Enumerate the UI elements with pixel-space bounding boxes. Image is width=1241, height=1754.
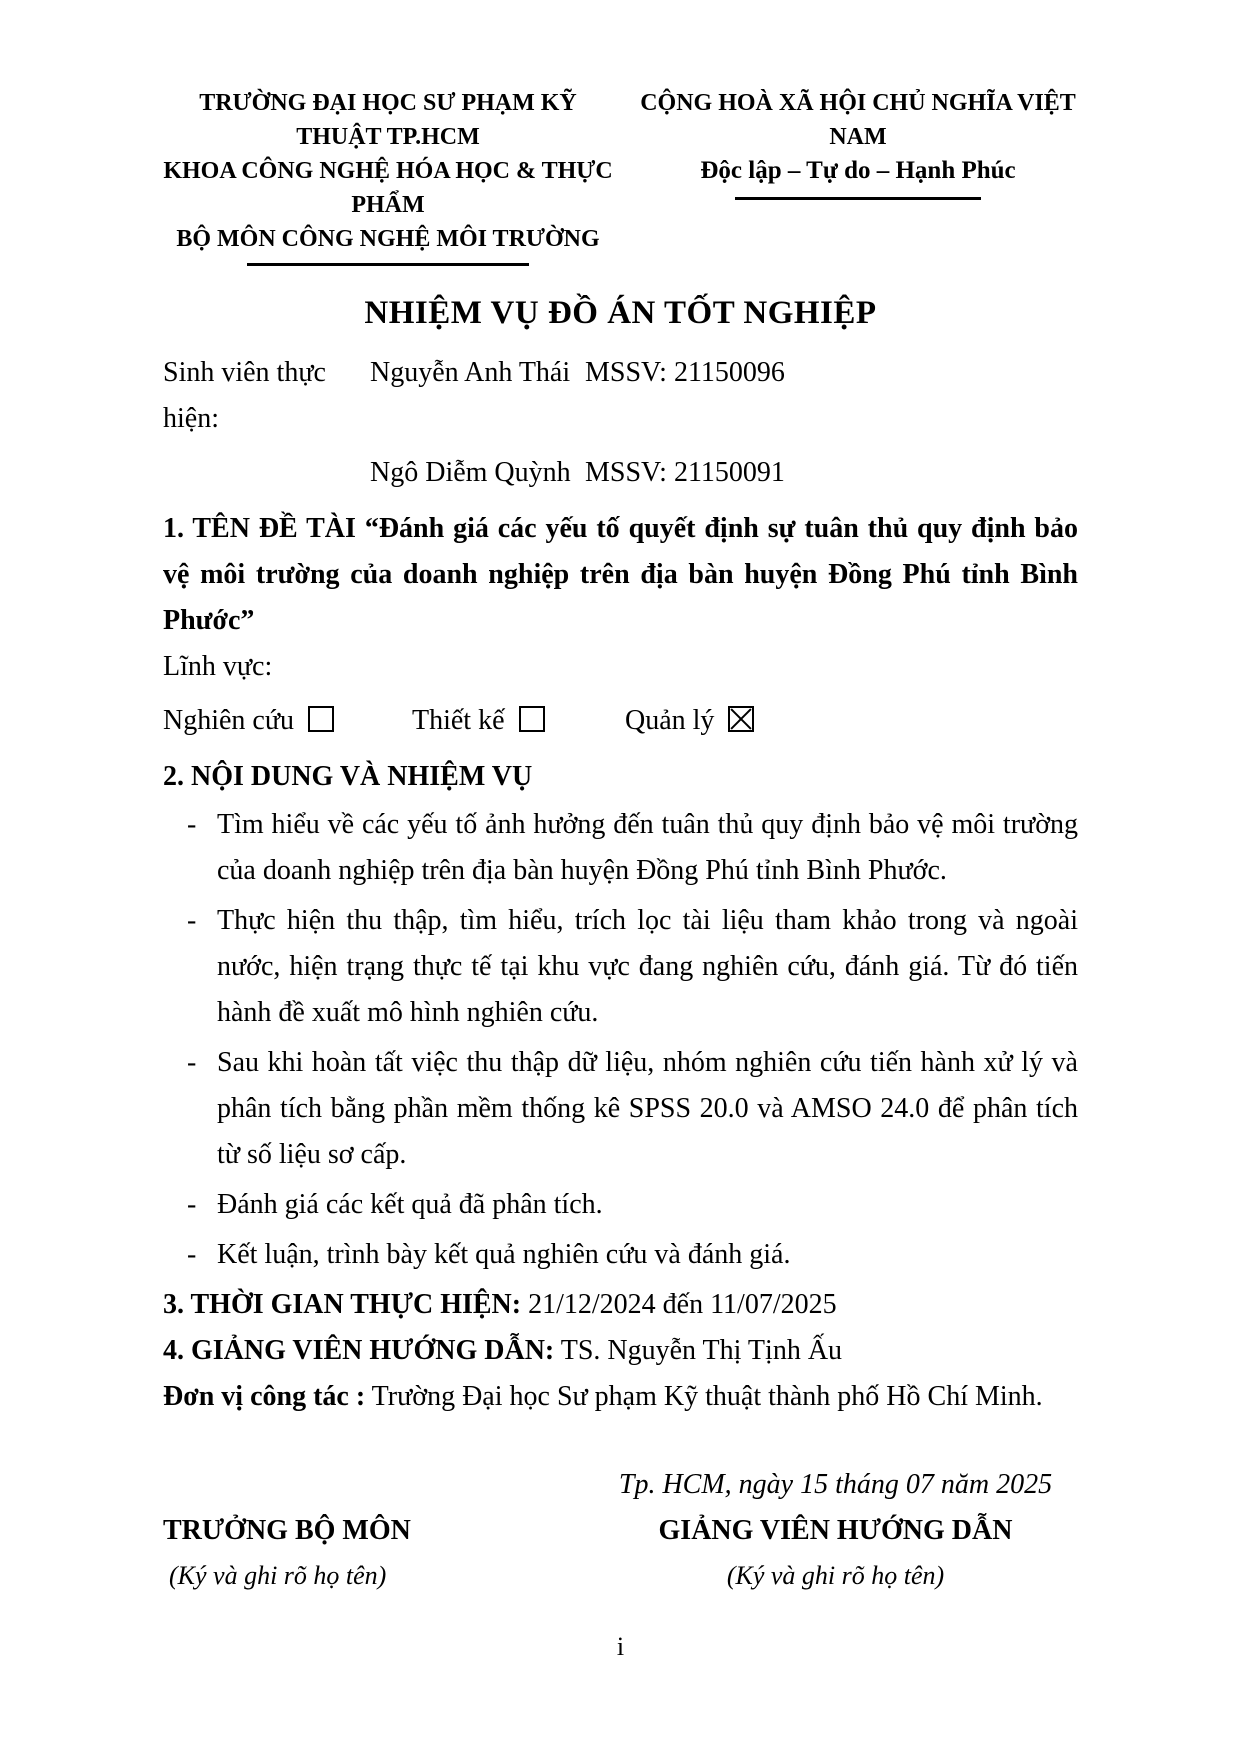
signature-date-spacer bbox=[163, 1462, 593, 1508]
section4-heading: 4. GIẢNG VIÊN HƯỚNG DẪN: bbox=[163, 1335, 555, 1366]
bullet-dash: - bbox=[187, 1189, 197, 1220]
field-label: Lĩnh vực: bbox=[163, 651, 273, 682]
signature-right-block bbox=[593, 1508, 1078, 1598]
bullet-dash: - bbox=[187, 1047, 197, 1078]
students-label-spacer bbox=[163, 450, 370, 496]
section1-topic bbox=[163, 506, 1078, 644]
section4-advisor bbox=[163, 1328, 1078, 1374]
section4-value: TS. Nguyễn Thị Tịnh Ấu bbox=[560, 1335, 843, 1366]
letterhead bbox=[163, 86, 1078, 266]
task-item-3-text: Sau khi hoàn tất việc thu thập dữ liệu, nhóm nghiên cứu tiến hành xử lý và phân tích bằng phần mềm thống kê SPSS 20.0 và AMSO 24.0 để phân tích từ số liệu sơ cấp. bbox=[217, 1047, 1078, 1170]
task-item-1 bbox=[163, 802, 1078, 894]
signature-titles-row bbox=[163, 1508, 1078, 1598]
section3-heading: 3. THỜI GIAN THỰC HIỆN: bbox=[163, 1289, 522, 1320]
bullet-dash: - bbox=[187, 905, 197, 936]
department-head-title: TRƯỞNG BỘ MÔN bbox=[163, 1515, 411, 1546]
task-item-4-text: Đánh giá các kết quả đã phân tích. bbox=[217, 1189, 603, 1220]
university-name: TRƯỜNG ĐẠI HỌC SƯ PHẠM KỸ THUẬT TP.HCM bbox=[199, 90, 577, 150]
research-checkbox[interactable] bbox=[308, 706, 334, 732]
section3-duration bbox=[163, 1282, 1078, 1328]
department-name: BỘ MÔN CÔNG NGHỆ MÔI TRƯỜNG bbox=[176, 226, 600, 252]
student-mssv-2: MSSV: 21150091 bbox=[585, 457, 785, 488]
bullet-dash: - bbox=[187, 1239, 197, 1270]
signature-left-block bbox=[163, 1508, 593, 1598]
field-option-research bbox=[163, 698, 412, 744]
field-option-design bbox=[412, 698, 625, 744]
section1-topic-text: “Đánh giá các yếu tố quyết định sự tuân thủ quy định bảo vệ môi trường của doanh nghiệp trên địa bàn huyện Đồng Phú tỉnh Bình Phước” bbox=[163, 513, 1079, 636]
section2-heading: 2. NỘI DUNG VÀ NHIỆM VỤ bbox=[163, 761, 533, 792]
task-item-4 bbox=[163, 1182, 1078, 1228]
bullet-dash: - bbox=[187, 809, 197, 840]
task-item-3 bbox=[163, 1040, 1078, 1178]
workplace-row bbox=[163, 1374, 1078, 1420]
task-item-2 bbox=[163, 898, 1078, 1036]
letterhead-right-rule bbox=[735, 197, 981, 200]
student-row-1 bbox=[163, 350, 1078, 442]
management-checkbox[interactable] bbox=[728, 706, 754, 732]
national-motto-line1: CỘNG HOÀ XÃ HỘI CHỦ NGHĨA VIỆT NAM bbox=[640, 90, 1076, 150]
section2-task-list bbox=[163, 802, 1078, 1278]
national-motto-line2: Độc lập – Tự do – Hạnh Phúc bbox=[700, 157, 1016, 184]
field-options-row bbox=[163, 698, 1078, 744]
workplace-value: Trường Đại học Sư phạm Kỹ thuật thành phố Hồ Chí Minh. bbox=[371, 1381, 1043, 1412]
students-label: Sinh viên thực hiện: bbox=[163, 357, 326, 434]
section1-heading: 1. TÊN ĐỀ TÀI bbox=[163, 513, 356, 544]
student-row-2 bbox=[163, 450, 1078, 496]
section3-value: 21/12/2024 đến 11/07/2025 bbox=[528, 1289, 837, 1320]
task-item-1-text: Tìm hiểu về các yếu tố ảnh hưởng đến tuân thủ quy định bảo vệ môi trường của doanh nghiệp trên địa bàn huyện Đồng Phú tỉnh Bình Phước. bbox=[217, 809, 1078, 886]
task-item-2-text: Thực hiện thu thập, tìm hiểu, trích lọc tài liệu tham khảo trong và ngoài nước, hiện trạng thực tế tại khu vực đang nghiên cứu, đánh giá. Từ đó tiến hành đề xuất mô hình nghiên cứu. bbox=[217, 905, 1078, 1028]
signature-date-row bbox=[163, 1462, 1078, 1508]
advisor-title: GIẢNG VIÊN HƯỚNG DẪN bbox=[658, 1515, 1013, 1546]
letterhead-national-block bbox=[638, 86, 1078, 200]
faculty-name: KHOA CÔNG NGHỆ HÓA HỌC & THỰC PHẨM bbox=[163, 158, 613, 218]
field-option-research-label: Nghiên cứu bbox=[163, 705, 295, 736]
students-block bbox=[163, 350, 1078, 496]
student-name-2: Ngô Diễm Quỳnh bbox=[370, 457, 571, 488]
field-option-design-label: Thiết kế bbox=[412, 705, 505, 736]
letterhead-university-block bbox=[163, 86, 613, 266]
document-title: NHIỆM VỤ ĐỒ ÁN TỐT NGHIỆP bbox=[364, 295, 877, 331]
task-item-5 bbox=[163, 1232, 1078, 1278]
student-mssv-1: MSSV: 21150096 bbox=[585, 357, 785, 388]
page-number: i bbox=[616, 1632, 625, 1661]
advisor-note: (Ký và ghi rõ họ tên) bbox=[726, 1561, 945, 1590]
signature-date: Tp. HCM, ngày 15 tháng 07 năm 2025 bbox=[618, 1469, 1053, 1500]
department-head-note: (Ký và ghi rõ họ tên) bbox=[169, 1561, 387, 1590]
design-checkbox[interactable] bbox=[519, 706, 545, 732]
field-option-management bbox=[625, 698, 1078, 744]
field-option-management-label: Quản lý bbox=[625, 705, 715, 736]
task-item-5-text: Kết luận, trình bày kết quả nghiên cứu và đánh giá. bbox=[217, 1239, 791, 1270]
student-name-1: Nguyễn Anh Thái bbox=[370, 357, 571, 388]
workplace-label: Đơn vị công tác : bbox=[163, 1381, 366, 1412]
letterhead-left-rule bbox=[247, 263, 529, 266]
